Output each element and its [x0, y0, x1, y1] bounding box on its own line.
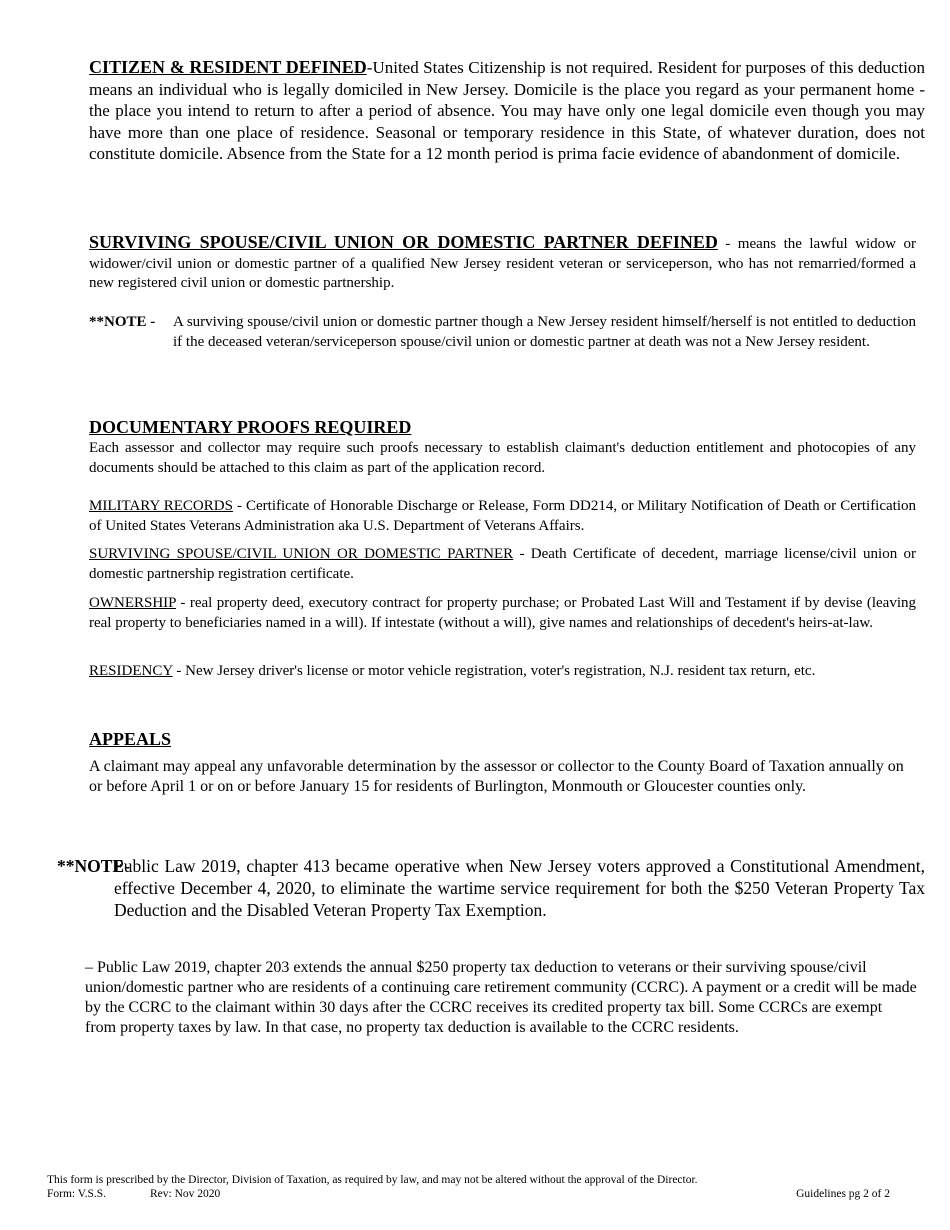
- citizen-resident-section: [89, 57, 925, 165]
- note-text: A surviving spouse/civil union or domestic partner though a New Jersey resident himself/herself is not entitled to deduction if the deceased veteran/serviceperson spouse/civil union or domestic partner at death was not a New Jersey resident.: [173, 314, 916, 350]
- wartime-note: [57, 855, 925, 921]
- appeals-text: A claimant may appeal any unfavorable determination by the assessor or collector to the County Board of Taxation annually on or before April 1 or on or before January 15 for residents of Burlington, Monmouth or Gloucester counties only.: [89, 758, 904, 795]
- documentary-proofs-intro: Each assessor and collector may require such proofs necessary to establish claimant's deduction entitlement and photocopies of any documents should be attached to this claim as part of the application record.: [89, 440, 916, 476]
- proof-label: SURVIVING SPOUSE/CIVIL UNION OR DOMESTIC PARTNER: [89, 546, 514, 562]
- proof-item-ownership: [89, 594, 916, 633]
- surviving-spouse-note: [89, 313, 916, 352]
- ccrc-paragraph: – Public Law 2019, chapter 203 extends the annual $250 property tax deduction to veterans or their surviving spouse/civil union/domestic partner who are residents of a continuing care retirement community (CCRC). A payment or a credit will be made by the CCRC to the claimant within 30 days after the CCRC receives its credited property tax bill. Some CCRCs are exempt from property taxes by law. In that case, no property tax deduction is available to the CCRC residents.: [85, 959, 917, 1036]
- appeals-heading-wrap: [89, 729, 171, 750]
- note-label: **NOTE-: [57, 856, 130, 876]
- surviving-spouse-section: [89, 233, 916, 294]
- proof-item-surviving-spouse: [89, 545, 916, 584]
- note-text: Public Law 2019, chapter 413 became operative when New Jersey voters approved a Constitutional Amendment, effective December 4, 2020, to eliminate the wartime service requirement for both the $250 Veteran Property Tax Deduction and the Disabled Veteran Property Tax Exemption.: [114, 856, 925, 920]
- footer-revision: Rev: Nov 2020: [150, 1188, 221, 1200]
- documentary-proofs-heading: DOCUMENTARY PROOFS REQUIRED: [89, 417, 412, 437]
- footer-disclaimer: This form is prescribed by the Director, Division of Taxation, as required by law, and may not be altered without the approval of the Director.: [47, 1174, 698, 1186]
- proof-text: - real property deed, executory contract for property purchase; or Probated Last Will and Testament if by devise (leaving real property to beneficiaries named in a will). If intestate (without a will), give names and relationships of decedent's heirs-at-law.: [89, 595, 916, 631]
- footer-page-number: Guidelines pg 2 of 2: [796, 1188, 890, 1200]
- surviving-spouse-heading: SURVIVING SPOUSE/CIVIL UNION OR DOMESTIC PARTNER DEFINED: [89, 232, 718, 252]
- proof-text: - New Jersey driver's license or motor vehicle registration, voter's registration, N.J. resident tax return, etc.: [172, 663, 816, 679]
- proof-item-residency: [89, 662, 916, 682]
- appeals-heading: APPEALS: [89, 729, 172, 749]
- proof-label: RESIDENCY: [89, 663, 173, 679]
- citizen-resident-text: -United States Citizenship is not required. Resident for purposes of this deduction means an individual who is legally domiciled in New Jersey. Domicile is the place you regard as your permanent home - the place you intend to return to after a period of absence. You may have only one legal domicile even though you may have more than one place of residence. Seasonal or temporary residence in this State, of whatever duration, does not constitute domicile. Absence from the State for a 12 month period is prima facie evidence of abandonment of domicile.: [89, 58, 926, 163]
- proof-label: OWNERSHIP: [89, 595, 176, 611]
- note-label: **NOTE -: [89, 314, 156, 330]
- surviving-spouse-text: - means the lawful widow or widower/civil union or domestic partner of a qualified New Jersey resident veteran or serviceperson, who has not remarried/formed a new registered civil union or domestic partnership.: [89, 236, 916, 291]
- footer-form-id: Form: V.S.S.: [47, 1188, 107, 1200]
- proof-item-military: [89, 497, 916, 536]
- proof-text: - Death Certificate of decedent, marriage license/civil union or domestic partnership registration certificate.: [89, 546, 916, 582]
- proof-text: - Certificate of Honorable Discharge or Release, Form DD214, or Military Notification of Death or Certification of United States Veterans Administration aka U.S. Department of Veterans Affairs.: [89, 498, 917, 534]
- proof-label: MILITARY RECORDS: [89, 498, 233, 514]
- citizen-resident-heading: CITIZEN & RESIDENT DEFINED: [89, 57, 367, 77]
- documentary-proofs-heading-wrap: [89, 417, 411, 438]
